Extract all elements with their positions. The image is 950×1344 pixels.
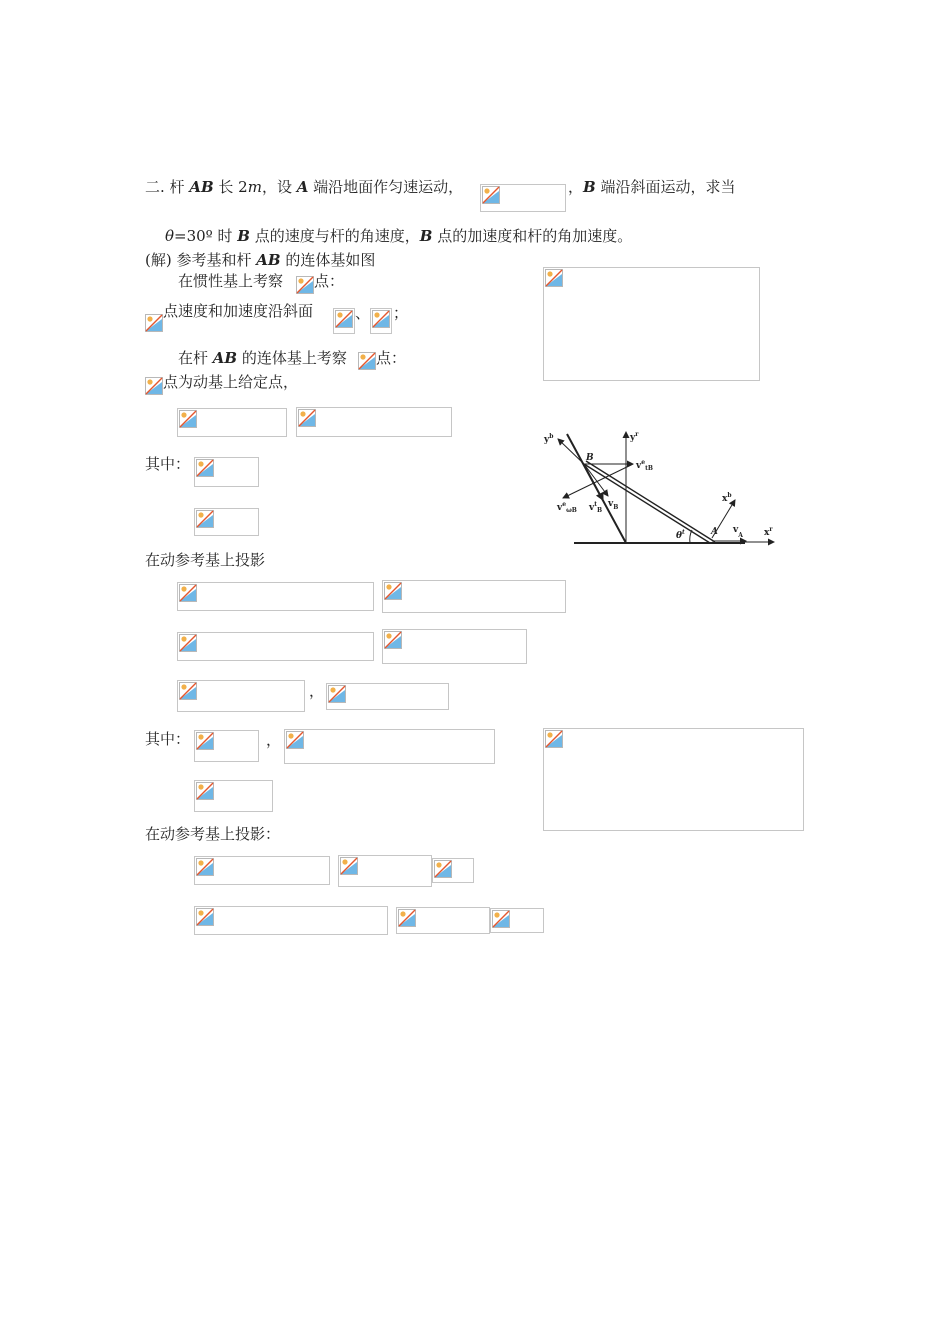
theta-arc — [690, 530, 692, 543]
label-vB: $v_B$ — [608, 499, 619, 511]
label-xb: $x^b$ — [722, 492, 732, 504]
diagram-image — [543, 728, 804, 831]
label-yb: $y^b$ — [544, 433, 554, 445]
inline-image — [296, 276, 314, 294]
inline-image — [145, 314, 163, 332]
broken-image-icon — [286, 731, 304, 749]
equation-image — [177, 408, 287, 437]
comma: ， — [309, 682, 325, 700]
equation-image — [396, 907, 490, 934]
solution-line-5: 点为动基上给定点， — [163, 373, 299, 391]
label-vBt: $v^t_B$ — [589, 501, 603, 514]
equation-image — [284, 729, 495, 764]
broken-image-icon — [434, 860, 452, 878]
broken-image-icon — [296, 276, 314, 294]
label-yr: $y^r$ — [630, 431, 639, 443]
broken-image-icon — [328, 685, 346, 703]
comma: ， — [266, 731, 282, 749]
label-vA: $v_A$ — [733, 525, 743, 539]
label-vtB: $v^e_{tB}$ — [636, 459, 653, 472]
label-xr: $x^r$ — [764, 526, 773, 538]
rod-figure — [540, 420, 785, 550]
problem-line-2: θ=30º 时 B 点的速度与杆的角速度，B 点的加速度和杆的角加速度。 — [165, 227, 633, 245]
equation-image — [432, 858, 474, 883]
broken-image-icon — [384, 582, 402, 600]
problem-line-1b: ，B 端沿斜面运动，求当 — [568, 178, 736, 196]
broken-image-icon — [196, 510, 214, 528]
broken-image-icon — [196, 908, 214, 926]
vB-vector — [584, 464, 608, 496]
equation-image — [194, 508, 259, 536]
equation-image — [194, 780, 273, 812]
label-A: A — [711, 527, 718, 537]
projection-label: 在动参考基上投影 — [145, 551, 266, 569]
problem-line-1: 二. 杆 AB 长 2m，设 A 端沿地面作匀速运动， — [145, 178, 464, 196]
equation-image — [194, 730, 259, 762]
label-B: B — [586, 453, 594, 463]
broken-image-icon — [196, 459, 214, 477]
formula-image — [333, 308, 355, 334]
equation-image — [177, 680, 305, 712]
equation-image — [194, 906, 388, 935]
solution-line-1: (解) 参考基和杆 AB 的连体基如图 — [145, 251, 376, 269]
broken-image-icon — [179, 410, 197, 428]
solution-line-4b: 点： — [376, 349, 407, 367]
solution-line-3-sep: 、 — [355, 304, 371, 322]
equation-image — [382, 580, 566, 613]
broken-image-icon — [196, 858, 214, 876]
formula-image — [370, 308, 392, 334]
solution-line-3-end: ； — [393, 304, 409, 322]
formula-image — [480, 184, 566, 212]
label-theta: $\theta^t$ — [676, 529, 685, 541]
label-voB: $v^e_{\omega B}$ — [557, 501, 577, 514]
broken-image-icon — [398, 909, 416, 927]
broken-image-icon — [179, 682, 197, 700]
broken-image-icon — [492, 910, 510, 928]
equation-image — [338, 855, 432, 887]
broken-image-icon — [179, 634, 197, 652]
broken-image-icon — [384, 631, 402, 649]
broken-image-icon — [298, 409, 316, 427]
broken-image-icon — [340, 857, 358, 875]
inline-image — [145, 377, 163, 395]
diagram-image — [543, 267, 760, 381]
broken-image-icon — [482, 186, 500, 204]
broken-image-icon — [145, 377, 163, 395]
solution-line-2b: 点： — [314, 272, 345, 290]
solution-line-4: 在杆 AB 的连体基上考察 — [178, 349, 347, 367]
broken-image-icon — [545, 730, 563, 748]
equation-image — [194, 856, 330, 885]
equation-image — [177, 632, 374, 661]
equation-image — [296, 407, 452, 437]
broken-image-icon — [145, 314, 163, 332]
broken-image-icon — [196, 782, 214, 800]
equation-image — [490, 908, 544, 933]
broken-image-icon — [179, 584, 197, 602]
projection-label: 在动参考基上投影： — [145, 825, 281, 843]
broken-image-icon — [358, 352, 376, 370]
broken-image-icon — [335, 310, 353, 328]
solution-line-3: 点速度和加速度沿斜面 — [163, 302, 314, 320]
where-label: 其中： — [145, 730, 191, 748]
equation-image — [326, 683, 449, 710]
equation-image — [382, 629, 527, 664]
where-label: 其中： — [145, 455, 191, 473]
equation-image — [177, 582, 374, 611]
broken-image-icon — [196, 732, 214, 750]
inline-image — [358, 352, 376, 370]
broken-image-icon — [545, 269, 563, 287]
equation-image — [194, 457, 259, 487]
solution-line-2: 在惯性基上考察 — [178, 272, 284, 290]
broken-image-icon — [372, 310, 390, 328]
